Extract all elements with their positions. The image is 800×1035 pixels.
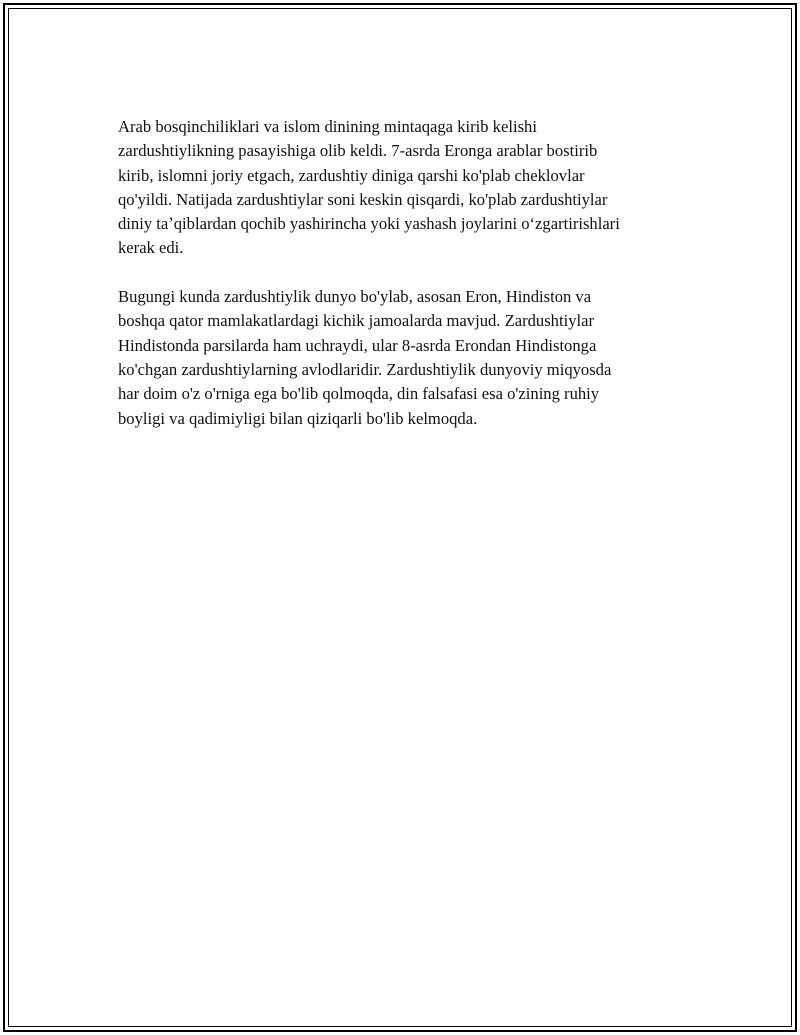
paragraph-1: Arab bosqinchiliklari va islom dinining mintaqaga kirib kelishi zardushtiylikning pasayishiga olib keldi. 7-asrda Eronga arablar bostirib kirib, islomni joriy etgach, zardushtiy diniga qarshi ko'plab cheklovlar qo'yildi. Natijada zardushtiylar soni keskin qisqardi, ko'plab zardushtiylar diniy taʼqiblardan qochib yashirincha yoki yashash joylarini oʻzgartirishlari kerak edi. — [118, 117, 620, 258]
document-body — [118, 115, 684, 431]
paragraph-2: Bugungi kunda zardushtiylik dunyo bo'ylab, asosan Eron, Hindiston va boshqa qator mamlakatlardagi kichik jamoalarda mavjud. Zardushtiylar Hindistonda parsilarda ham uchraydi, ular 8-asrda Erondan Hindistonga ko'chgan zardushtiylarning avlodlaridir. Zardushtiylik dunyoviy miqyosda har doim o'z o'rniga ega bo'lib qolmoqda, din falsafasi esa o'zining ruhiy boyligi va qadimiyligi bilan qiziqarli bo'lib kelmoqda. — [118, 287, 612, 428]
